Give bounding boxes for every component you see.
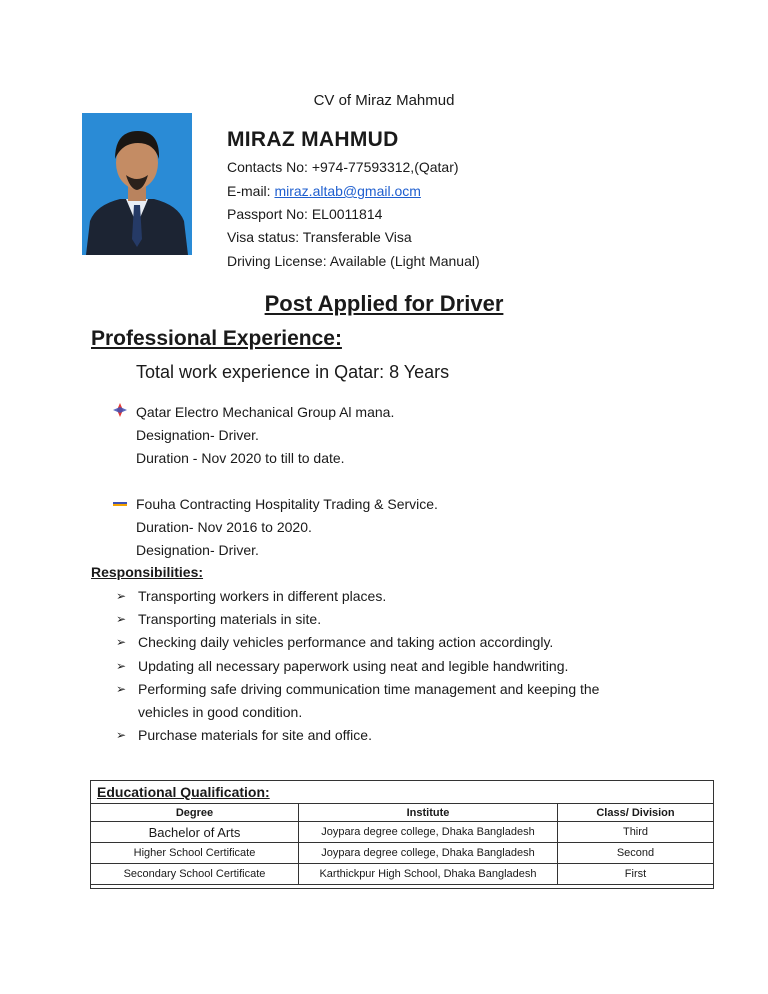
degree-cell: Higher School Certificate <box>91 843 299 864</box>
professional-experience-heading: Professional Experience: <box>91 327 342 350</box>
column-header-institute: Institute <box>299 804 558 822</box>
institute-cell: Karthickpur High School, Dhaka Bangladesh <box>299 864 558 885</box>
job-company: Qatar Electro Mechanical Group Al mana. <box>136 404 395 420</box>
profile-photo <box>82 113 192 255</box>
responsibility-item-continued: vehicles in good condition. <box>138 704 303 720</box>
job-detail: Designation- Driver. <box>136 542 259 558</box>
table-header-row <box>91 804 714 822</box>
visa-status: Visa status: Transferable Visa <box>227 229 412 245</box>
institute-cell: Joypara degree college, Dhaka Bangladesh <box>299 843 558 864</box>
job-detail: Duration- Nov 2016 to 2020. <box>136 519 312 535</box>
arrow-bullet-icon: ➢ <box>116 659 127 673</box>
education-heading: Educational Qualification: <box>97 784 270 800</box>
degree-cell: Bachelor of Arts <box>91 822 299 843</box>
cv-title: CV of Miraz Mahmud <box>313 92 455 109</box>
responsibility-item: Checking daily vehicles performance and taking action accordingly. <box>138 634 554 650</box>
arrow-bullet-icon: ➢ <box>116 612 127 626</box>
driving-license: Driving License: Available (Light Manual) <box>227 253 480 269</box>
arrow-bullet-icon: ➢ <box>116 589 127 603</box>
institute-cell: Joypara degree college, Dhaka Bangladesh <box>299 822 558 843</box>
responsibilities-heading: Responsibilities: <box>91 564 204 580</box>
email-link[interactable]: miraz.altab@gmail.ocm <box>274 183 421 199</box>
table-row <box>91 822 714 843</box>
post-applied-heading: Post Applied for Driver <box>264 291 504 316</box>
job-detail: Duration - Nov 2020 to till to date. <box>136 450 345 466</box>
class-cell: Third <box>558 822 714 843</box>
passport-number: Passport No: EL0011814 <box>227 206 383 222</box>
column-header-degree: Degree <box>91 804 299 822</box>
column-header-class: Class/ Division <box>558 804 714 822</box>
responsibility-item: Transporting workers in different places. <box>138 588 387 604</box>
class-cell: First <box>558 864 714 885</box>
arrow-bullet-icon: ➢ <box>116 682 127 696</box>
table-row <box>91 843 714 864</box>
contact-email-line <box>227 182 421 200</box>
responsibility-item: Performing safe driving communication time management and keeping the <box>138 681 600 697</box>
education-table <box>90 803 714 885</box>
job-company: Fouha Contracting Hospitality Trading & Service. <box>136 496 438 512</box>
email-label: E-mail: <box>227 183 275 199</box>
candidate-name: MIRAZ MAHMUD <box>227 128 399 151</box>
degree-cell: Secondary School Certificate <box>91 864 299 885</box>
job-detail: Designation- Driver. <box>136 427 259 443</box>
responsibility-item: Updating all necessary paperwork using neat and legible handwriting. <box>138 658 569 674</box>
contact-phone: Contacts No: +974-77593312,(Qatar) <box>227 159 459 175</box>
arrow-bullet-icon: ➢ <box>116 635 127 649</box>
responsibility-item: Transporting materials in site. <box>138 611 322 627</box>
arrow-bullet-icon: ➢ <box>116 728 127 742</box>
class-cell: Second <box>558 843 714 864</box>
table-row <box>91 864 714 885</box>
total-experience: Total work experience in Qatar: 8 Years <box>136 362 450 382</box>
education-section <box>90 780 714 889</box>
diamond-bullet-icon <box>113 497 127 511</box>
responsibility-item: Purchase materials for site and office. <box>138 727 372 743</box>
diamond-bullet-icon <box>113 403 127 417</box>
